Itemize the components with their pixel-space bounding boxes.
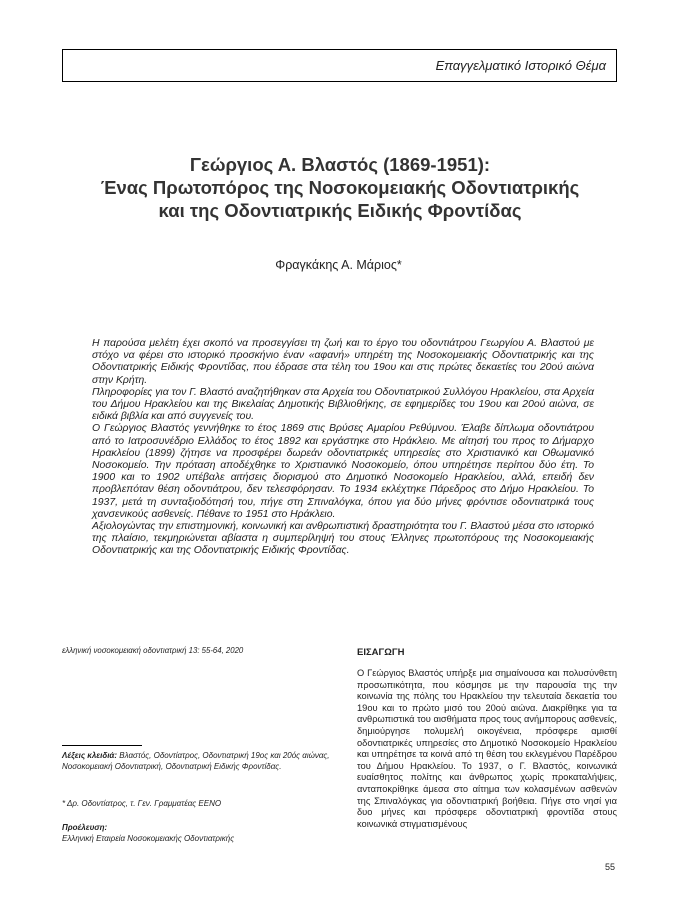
title-line-1: Γεώργιος Α. Βλαστός (1869-1951): (189, 154, 491, 175)
journal-reference: ελληνική νοσοκομειακή οδοντιατρική 13: 55-64, 2020 (62, 646, 244, 655)
introduction-body (357, 668, 617, 830)
title-line-3: και της Οδοντιατρικής Ειδικής Φροντίδας (158, 200, 522, 221)
source-label: Προέλευση: (62, 823, 108, 832)
source-text: Ελληνική Εταιρεία Νοσοκομειακής Οδοντιατρικής (62, 833, 235, 843)
section-label-box (62, 49, 617, 82)
author-name: Φραγκάκης Α. Μάριος* (275, 258, 402, 272)
keywords-text: Βλαστός, Οδοντίατρος, Οδοντιατρική 19ος και 20ός αιώνας, Νοσοκομειακή Οδοντιατρική, Οδοντιατρική Ειδικής Φροντίδας. (62, 751, 330, 771)
title-line-2: Ένας Πρωτοπόρος της Νοσοκομειακής Οδοντιατρικής (100, 177, 580, 198)
abstract-paragraph: Ο Γεώργιος Βλαστός γεννήθηκε το έτος 1869 στις Βρύσες Αμαρίου Ρεθύμνου. Έλαβε δίπλωμα οδοντιάτρου από το Ιατροσυνέδριο Ελλάδος το έτος 1892 και εργάστηκε στο Ηράκλειο. Με αίτησή του προς το Δήμαρχο Ηρακλείου (1899) ζήτησε να προσφέρει δωρεάν οδοντιατρικές υπηρεσίες στο Χριστιανικό και Οθωμανικό Νοσοκομείο. Την πρόταση αποδέχθηκε το Χριστιανικό Νοσοκομείο, όπου υπηρέτησε περίπου δύο έτη. Το 1900 και το 1902 υπέβαλε αιτήσεις διορισμού στο Δημοτικό Νοσοκομείο Ηρακλείου, αλλά, επειδή δεν προβλεπόταν θέση οδοντιάτρου, δεν τελεσφόρησαν. Το 1934 εκλέχτηκε Πάρεδρος στο Δήμο Ηρακλείου. Το 1937, μετά τη συνταξιοδότησή του, πήγε στη Σπιναλόγκα, όπου για δύο μήνες φρόντισε οδοντιατρικά τους χανσενικούς ασθενείς. Πέθανε το 1951 στο Ηράκλειο. (92, 423, 594, 520)
source (62, 823, 332, 844)
abstract-paragraph: Αξιολογώντας την επιστημονική, κοινωνική και ανθρωπιστική δραστηριότητα του Γ. Βλαστού μέσα στο ιστορικό της πλαίσιο, τεκμηριώνεται αβίαστα η συμπερίληψή του στους Έλληνες πρωτοπόρους της Νοσοκομειακής Οδοντιατρικής και της Οδοντιατρικής Ειδικής Φροντίδας. (92, 521, 594, 557)
abstract (92, 338, 594, 558)
keywords-label: Λέξεις κλειδιά: (62, 751, 118, 760)
page-number: 55 (605, 862, 616, 872)
article-title (60, 153, 620, 222)
abstract-paragraph: Πληροφορίες για τον Γ. Βλαστό αναζητήθηκαν στα Αρχεία του Οδοντιατρικού Συλλόγου Ηρακλείου, στα Αρχεία του Δήμου Ηρακλείου και της Βικελαίας Δημοτικής Βιβλιοθήκης, σε εφημερίδες του 19ου και 20ού αιώνα, σε ειδικά βιβλία και από συγγενείς του. (92, 386, 594, 423)
author-affiliation: * Δρ. Οδοντίατρος, τ. Γεν. Γραμματέας ΕΕΝΟ (62, 799, 222, 808)
introduction-heading: ΕΙΣΑΓΩΓΗ (357, 647, 405, 658)
section-label: Επαγγελματικό Ιστορικό Θέμα (435, 58, 606, 73)
abstract-paragraph: Η παρούσα μελέτη έχει σκοπό να προσεγγίσει τη ζωή και το έργο του οδοντιάτρου Γεωργίου Α. Βλαστού με στόχο να φέρει στο ιστορικό προσκήνιο έναν «αφανή» υπηρέτη της Νοσοκομειακής Οδοντιατρικής και της Οδοντιατρικής Ειδικής Φροντίδας, που έδρασε στα τέλη του 19ου και στις πρώτες δεκαετίες του 20ού αιώνα στην Κρήτη. (92, 338, 594, 386)
introduction-paragraph: Ο Γεώργιος Βλαστός υπήρξε μια σημαίνουσα και πολυσύνθετη προσωπικότητα, που κόσμησε με την παρουσία της την κοινωνία της πόλης του Ηρακλείου την τελευταία δεκαετία του 19ου και το πρώτο μισό του 20ού αιώνα. Διακρίθηκε για τα ανθρωπιστικά του αισθήματα προς τους ανήμπορους ασθενείς, δημιούργησε πολυμελή οικογένεια, πρόσφερε αμισθί οδοντιατρικές υπηρεσίες στο Δημοτικό Νοσοκομείο Ηρακλείου και υπηρέτησε τα κοινά από τη θέση του εκλεγμένου Παρέδρου του Δήμου Ηρακλείου. Το 1937, ο Γ. Βλαστός, κοινωνικά ευαίσθητος πολίτης και άνθρωπος χωρίς προκαταλήψεις, ανταποκρίθηκε άμεσα στο αίτημα των κολασμένων ασθενών της Σπιναλόγκας για οδοντιατρική βοήθεια. Πήγε στο νησί για δυο μήνες και πρόσφερε οδοντιατρική φροντίδα στους κοινωνικά στιγματισμένους (357, 668, 617, 829)
keywords (62, 751, 332, 772)
footnote-divider (62, 745, 142, 746)
